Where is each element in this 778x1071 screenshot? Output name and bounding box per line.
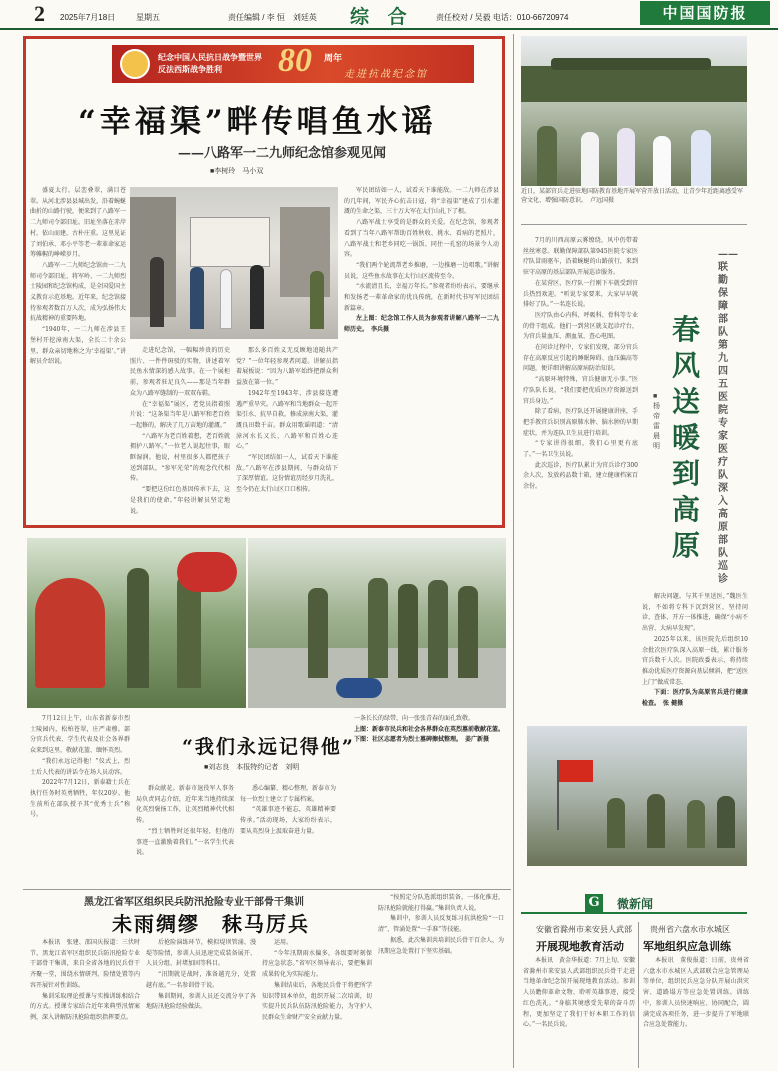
section-title: 综 合: [350, 6, 413, 28]
flowers: [336, 678, 382, 698]
soldier-figure: [717, 796, 735, 848]
article1-col2: 走进纪念馆，一幅幅珍贵的历史照片、一件件斑驳的实物，讲述着军民鱼水情深的感人故事。在一个展柜前，参观者驻足良久——那是当年群众为八路军缝制的一双双布鞋。 在“幸福渠”展区，老党员指着照片说：“这条渠当年是八路军和老百姓一起修的，解决了几万亩地的灌溉。” “八路军为老百姓着想，老百姓就拥护八路军。”一位老人说起往事，眼眶湿润。他说，村里很多人都把孩子送到部队，“参军光荣”的观念代代相传。 “要把这份红色基因传承下去，这是我们的使命。”年轻讲解员坚定地说。: [130, 347, 230, 515]
memorial-photo-right: [248, 538, 506, 708]
article4-col1: 本报讯 张建、邵国庆报道：三伏时节，黑龙江省军区组织民兵防汛抢险专业干部骨干集训，来自全省各地的民兵骨干齐聚一堂，围绕水情研判、险情处置等内容开展针对性训练。 集训采取理论授课与实操训练相结合的方式。授课专家结合近年来典型汛情案例，深入讲解防汛抢险组织指挥要点。: [30, 939, 140, 1021]
article3-col1: 7月12日上午，山东省新泰市烈士陵园内，松柏苍翠，庄严肃穆。部分官兵代表、学生代表及社会各界群众来到这里，敬献花篮、缅怀英烈。 “我们永远记得他！”仪式上，烈士后人代表的讲话令在场人员动容。 2022年7月12日，新泰籍士兵在执行任务时英勇牺牲，年仅20岁。他生前所在部队授予其“优秀士兵”称号。: [30, 715, 130, 819]
soldier-figure: [428, 580, 448, 678]
plateau-photo: [527, 726, 747, 866]
article1-col4: 军民团结如一人，试看天下谁能敌。一二九师在涉县的几年间，军民齐心抗击日寇，将“幸福渠”建成了引水灌溉的生命之渠，三十万大军在太行山扎下了根。 八路军战士享受的是群众的关爱。在纪念馆，参观者看到了当年八路军帮助百姓秋收、挑水、看病的老照片，八路军战士和老乡同吃一锅饭、同住一孔窑的场景令人动容。 “我们两个轮流帮老乡推磨，一边推磨一边唱歌。”讲解员说，这些鱼水故事在太行山区流传至今。 “水流清且长，幸福万年长。”参观者纷纷表示，要继承和发扬老一辈革命家的优良传统，在新时代书写军民团结新篇章。 左上图：纪念馆工作人员为参观者讲解八路军一二九师历史。 李兵摄: [344, 187, 499, 334]
newspaper-logo: 中国国防报: [640, 1, 770, 25]
visitor-figure: [310, 271, 324, 329]
visitor-figure: [250, 265, 264, 329]
soldier-figure: [647, 794, 665, 848]
article3-byline: ■刘志良 本报特约记者 刘明: [204, 764, 300, 771]
micro-left-kicker: 安徽省滁州市来安县人武部: [536, 925, 632, 934]
micro-right-title: 军地组织应急训练: [643, 940, 731, 953]
soldier-figure: [537, 126, 557, 186]
article1-col1: 盛夏太行，层峦叠翠，满目苍翠。从河北涉县县城出发，沿着蜿蜒曲折的山路行驶，便来到了八路军一二九师司令部旧址。旧址坐落在赤岸村，依山而建，古朴庄重。这里见证了刘伯承、邓小平等老一辈革命家运筹帷幄的峥嵘岁月。 八路军一二九师纪念馆由一二九师司令部旧址、将军岭、一二九师烈士陵园和纪念馆构成，是全国爱国主义教育示范基地。近年来，纪念馆接待参观者数百万人次，成为弘扬伟大抗战精神的重要阵地。 “1940年，一二九师在涉县王堡村开挖漳南大渠，全长二十余公里，群众亲切地称之为‘幸福渠’。”讲解员介绍说。: [30, 187, 126, 366]
visitor-figure: [220, 269, 232, 329]
vehicle-turret: [551, 58, 711, 70]
article4-title: 未雨绸缪 秣马厉兵: [112, 912, 310, 936]
emblem-icon: [120, 49, 150, 79]
soldier-figure: [458, 586, 478, 678]
micro-news-header: [521, 894, 747, 914]
micro-news-icon: G: [585, 894, 603, 912]
soldier-figure: [687, 800, 705, 848]
article2-col2: 解决问题。与其千里送医，”魏医生说，不如将专科下沉到营区，坚持问诊、查体、开方一体推进，确保“小病不出营、大病早发现”。 2025年以来，该医院先后组织10余批次医疗队深入高原一线，累计服务官兵数千人次。医院政委表示，将持续推动优质医疗资源向基层倾斜，把“送医上门”做成常态。 下面：医疗队为高原官兵进行健康检查。 张 健摄: [642, 593, 748, 708]
divider: [23, 889, 511, 890]
micro-news-label: 微新闻: [617, 897, 654, 911]
open-day-caption: 近日，某部官兵走进驻地国防教育基地开展军营开放日活动，让青少年近距离感受军营文化、增强国防意识。 卢远国摄: [521, 189, 744, 204]
article3-title: “我们永远记得他”: [182, 736, 355, 758]
article4-col2: 后抢险演练环节，模拟堤坝管涌、漫堤等险情，参训人员迅速完成装备展开、人员分组、封堵加固等科目。 “汛期就是战时，准备越充分，处置越有底。”一名参训骨干说。 集训期间，参训人员还交流分享了各地防汛抢险经验做法。: [146, 939, 256, 1011]
article1-col3: 那么多百姓义无反顾地追随共产党？”一位年轻参观者问道。讲解员指着展板说：“因为八路军始终把群众利益放在第一位。” 1942年至1943年，涉县接连遭遇严重旱灾。八路军和当地群众一起开渠引水、抗旱自救，修成漳南大渠，灌溉良田数千亩。群众用歌谣唱道：“清漳河水长又长，八路军和百姓心连心。” “军民团结如一人，试看天下谁能敌。”八路军在涉县期间，与群众结下了深厚情谊。这份情谊历经岁月洗礼，至今仍在太行山区口口相传。: [236, 347, 338, 494]
article4-col3: 运用。 “今年汛期雨水偏多，各级要时刻保持应急状态。”省军区领导表示，要把集训成果转化为实际能力。 集训结束后，各地民兵骨干将把所学知识带回本单位，组织开展二次培训，切实提升民兵队伍防汛抢险能力，为守护人民群众生命财产安全贡献力量。: [262, 939, 372, 1021]
article4-col4: “按照定分队选派组织装备，一体化推进，防汛抢险就能打得赢。”集训负责人说。 集训中，参训人员反复练习抗洪抢险“一口清”、管涌处置“一手准”等技能。 据悉，此次集训共培训民兵骨干百余人，为汛期应急处置打下坚实基础。: [378, 894, 504, 955]
visitor-figure: [150, 257, 164, 327]
micro-left-body: 本报讯 黄金华报道：7月上旬，安徽省滁州市来安县人武部组织民兵骨干走进当地革命纪念馆开展现地教育活动。参训人员瞻仰革命文物、聆听英雄事迹，接受红色洗礼。“身临其境感受先辈的奋斗历程，更加坚定了我们干好本职工作的信心。”一名民兵说。: [523, 957, 635, 1029]
column-separator: [513, 34, 514, 1068]
divider: [638, 922, 639, 1068]
phone: 责任校对 / 吴毅 电话：010-66720974: [436, 13, 569, 22]
article-title: “幸福渠”畔传唱鱼水谣: [78, 104, 437, 140]
article3-col4: 一条长长的绿带，向一张张青春的面孔致敬。 上图：新泰市民兵和社会各界群众在英烈墓前敬献花篮。 下图：社区志愿者为烈士墓碑擦拭整理。 姜广新摄: [354, 715, 504, 744]
child-figure: [617, 128, 635, 186]
flower-basket: [35, 578, 105, 688]
child-figure: [653, 136, 671, 186]
micro-right-body: 本报讯 董俊报道：日前，贵州省六盘水市水城区人武部联合应急管理局等单位，组织民兵应急分队开展山洪灾害、道路塌方等应急处置训练。训练中，参训人员快速响应、协同配合，圆满完成各项任务，进一步提升了军地联合应急处置能力。: [643, 957, 749, 1029]
micro-left-title: 开展现地教育活动: [536, 940, 624, 953]
article2-col1: 7月的川西高原云雾缭绕，风中仍带着丝丝寒意。联勤保障部队第945医院专家医疗队冒雨驱车，沿着蜿蜒的山路前行，来到驻守高原的基层部队开展巡诊服务。 在某营区，医疗队一行刚下车就受到官兵热烈欢迎。“听说专家要来，大家早早就排好了队。”一名连长说。 医疗队由心内科、呼吸科、骨科等专业的骨干组成。他们一到营区就支起诊疗台，为官兵量血压、测血氧、查心电图。 在问诊过程中，专家们发现，部分官兵存在高原反应引起的睡眠障碍、血压偏高等问题，便详细讲解高原病防治知识。 “高原环境特殊，官兵健康无小事。”医疗队队长说，“我们要把优质医疗资源送到官兵身边。” 除了看病，医疗队还开展健康讲座，手把手教官兵识别高原肺水肿、脑水肿的早期症状，并为连队卫生员进行培训。 “专家讲得很细，我们心里更有底了。”一名卫生员说。 此次巡诊，医疗队累计为官兵诊疗300余人次，发放药品数十箱，建立健康档案百余份。: [523, 237, 638, 491]
article2-subtitle: ——联勤保障部队第九四五医院专家医疗队深入高原部队巡诊: [718, 249, 738, 585]
article2-title: 春风送暖到高原: [672, 313, 701, 562]
article4-kicker: 黑龙江省军区组织民兵防汛抢险专业干部骨干集训: [84, 897, 304, 908]
soldier-figure: [127, 568, 149, 688]
open-day-photo: [521, 36, 747, 186]
article3-col2: 群众献花。新泰市退役军人事务局负责同志介绍，近年来当地持续深化英烈褒扬工作，让英烈精神代代相传。 “烈士牺牲时还很年轻，但他的事迹一直激励着我们。”一名学生代表说。: [136, 785, 234, 857]
anniversary-banner: 纪念中国人民抗日战争暨世界反法西斯战争胜利 80 周年 走进抗战纪念馆: [112, 45, 474, 83]
soldier-figure: [607, 798, 625, 848]
visitor-figure: [190, 267, 204, 329]
banner-slogan: 走进抗战纪念馆: [344, 69, 428, 80]
micro-right-kicker: 贵州省六盘水市水城区: [650, 925, 730, 934]
museum-photo: [130, 187, 338, 339]
soldier-figure: [308, 588, 328, 678]
flower-wreath: [177, 552, 237, 592]
page-number: 2: [34, 1, 45, 26]
memorial-photo-left: [27, 538, 246, 708]
soldier-figure: [398, 584, 418, 678]
issue-weekday: 星期五: [136, 13, 160, 22]
exhibit-panel: [190, 217, 270, 267]
military-vehicle: [521, 66, 747, 102]
flag-icon: [559, 760, 593, 782]
article2-byline: ■杨 帝 雷晨明: [653, 393, 660, 450]
divider: [521, 224, 747, 225]
issue-date: 2025年7月18日: [60, 13, 116, 22]
article-subtitle: ——八路军一二九师纪念馆参观见闻: [178, 146, 387, 161]
article-byline: ■李树玲 马小双: [210, 168, 264, 175]
child-figure: [581, 132, 599, 186]
soldier-figure: [368, 578, 388, 678]
anniversary-number: 80: [278, 42, 312, 79]
editors: 责任编辑 / 李 恒 刘廷英: [228, 13, 317, 22]
article3-col3: 悉心编纂、精心整理，新泰市为每一位烈士建立了专属档案。 “英雄事迹不能忘，英雄精神要传承。”活动现场，大家纷纷表示，要从英烈身上汲取奋进力量。: [240, 785, 336, 835]
child-figure: [691, 130, 711, 186]
